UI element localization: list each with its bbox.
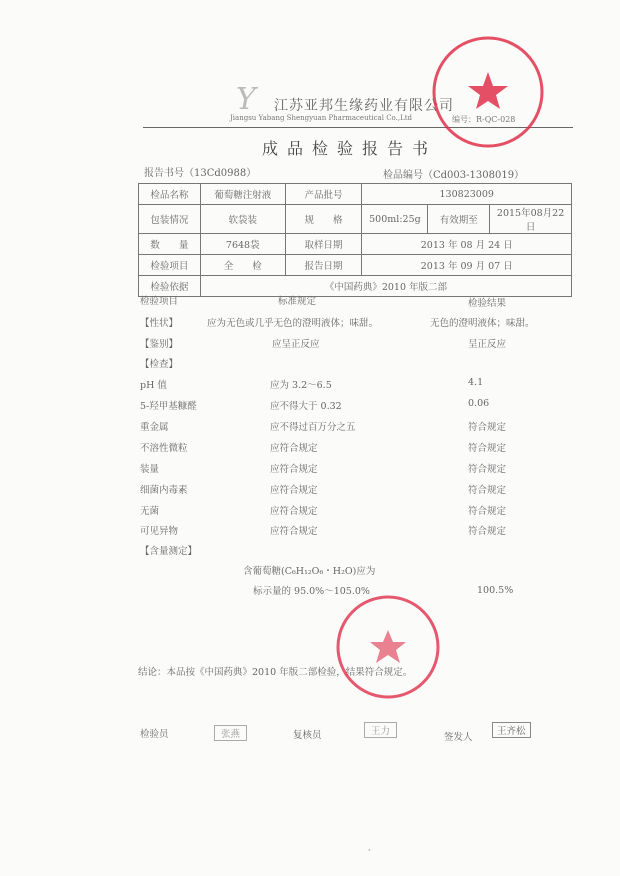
form-code: 编号：R-QC-028 — [452, 115, 516, 124]
star-icon — [468, 72, 508, 109]
row-standard: 应符合规定 — [270, 506, 318, 517]
row-item: 可见异物 — [140, 526, 179, 537]
row-item: 无菌 — [140, 506, 160, 517]
label: 数 量 — [139, 234, 201, 255]
sampling-date: 2013 年 08 月 24 日 — [362, 234, 572, 255]
col-header-result: 检验结果 — [468, 298, 507, 309]
company-name: 江苏亚邦生缘药业有限公司 — [274, 98, 454, 114]
row-standard: 应符合规定 — [270, 526, 318, 537]
assay-result: 100.5% — [477, 585, 514, 596]
row-result: 符合规定 — [468, 422, 507, 433]
row-item: 【含量测定】 — [140, 546, 198, 557]
row-standard: 应为 3.2～6.5 — [270, 380, 332, 391]
row-standard: 应不得过百万分之五 — [270, 422, 356, 433]
report-title: 成品检验报告书 — [262, 139, 438, 158]
label: 报告日期 — [285, 255, 362, 276]
report-number: 报告书号（13Cd0988） — [144, 168, 257, 179]
row-result: 无色的澄明液体；味甜。 — [430, 318, 535, 329]
col-header-item: 检验项目 — [140, 296, 179, 307]
page-mark: · — [368, 846, 371, 855]
info-table — [138, 183, 572, 297]
expiry-date: 2015年08月22日 — [490, 205, 572, 234]
inspector-label: 检验员 — [140, 729, 169, 740]
batch-number: 130823009 — [362, 184, 572, 205]
row-item: 重金属 — [140, 422, 169, 433]
sample-number: 检品编号（Cd003-1308019） — [383, 170, 525, 181]
row-standard: 应符合规定 — [270, 485, 318, 496]
reviewer-signature: 王力 — [364, 722, 397, 738]
packaging: 软袋装 — [200, 205, 285, 234]
row-standard: 应符合规定 — [270, 464, 318, 475]
quantity: 7648袋 — [200, 234, 285, 255]
product-name: 葡萄糖注射液 — [200, 184, 285, 205]
label: 有效期至 — [428, 205, 490, 234]
row-standard: 应不得大于 0.32 — [270, 401, 342, 412]
company-name-en: Jiangsu Yabang Shengyuan Pharmaceutical Co.,Ltd — [230, 114, 413, 122]
row-standard: 应呈正反应 — [272, 339, 320, 350]
label: 规 格 — [285, 205, 362, 234]
label: 包装情况 — [139, 205, 201, 234]
company-seal-bottom — [333, 592, 443, 702]
reviewer-label: 复核员 — [293, 730, 322, 741]
row-item: 细菌内毒素 — [140, 485, 188, 496]
label: 检验项目 — [139, 255, 201, 276]
row-result: 0.06 — [468, 398, 490, 409]
row-result: 符合规定 — [468, 485, 507, 496]
row-standard: 应为无色或几乎无色的澄明液体；味甜。 — [207, 318, 379, 329]
label: 检验依据 — [139, 276, 201, 297]
conclusion: 结论：本品按《中国药典》2010 年版二部检验，结果符合规定。 — [138, 667, 413, 678]
row-result: 符合规定 — [468, 443, 507, 454]
inspection-scope: 全 检 — [200, 255, 285, 276]
issuer-label: 签发人 — [444, 732, 473, 743]
issuer-signature: 王齐松 — [492, 722, 531, 738]
assay-standard-line2: 标示量的 95.0%～105.0% — [253, 586, 370, 597]
row-item: 装量 — [140, 464, 160, 475]
row-item: 5-羟甲基糠醛 — [140, 401, 197, 412]
col-header-standard: 标准规定 — [278, 296, 317, 307]
label: 检品名称 — [139, 184, 201, 205]
inspector-signature: 张燕 — [214, 725, 247, 741]
report-date: 2013 年 09 月 07 日 — [362, 255, 572, 276]
row-standard: 应符合规定 — [270, 443, 318, 454]
label: 产品批号 — [285, 184, 362, 205]
company-logo: Y — [236, 82, 256, 117]
row-result: 符合规定 — [468, 464, 507, 475]
company-seal-top — [428, 32, 548, 152]
row-item: 【鉴别】 — [140, 339, 179, 350]
row-result: 符合规定 — [468, 526, 507, 537]
row-item: 【性状】 — [140, 318, 179, 329]
row-result: 呈正反应 — [468, 339, 507, 350]
row-item: 【检查】 — [140, 359, 179, 370]
row-result: 符合规定 — [468, 506, 507, 517]
row-item: pH 值 — [140, 380, 167, 391]
row-result: 4.1 — [468, 377, 484, 388]
inspection-basis: 《中国药典》2010 年版二部 — [200, 276, 571, 297]
star-icon — [370, 630, 406, 663]
row-item: 不溶性微粒 — [140, 443, 188, 454]
label: 取样日期 — [285, 234, 362, 255]
assay-standard-line1: 含葡萄糖(C₆H₁₂O₆・H₂O)应为 — [243, 566, 376, 577]
specification: 500ml:25g — [362, 205, 428, 234]
